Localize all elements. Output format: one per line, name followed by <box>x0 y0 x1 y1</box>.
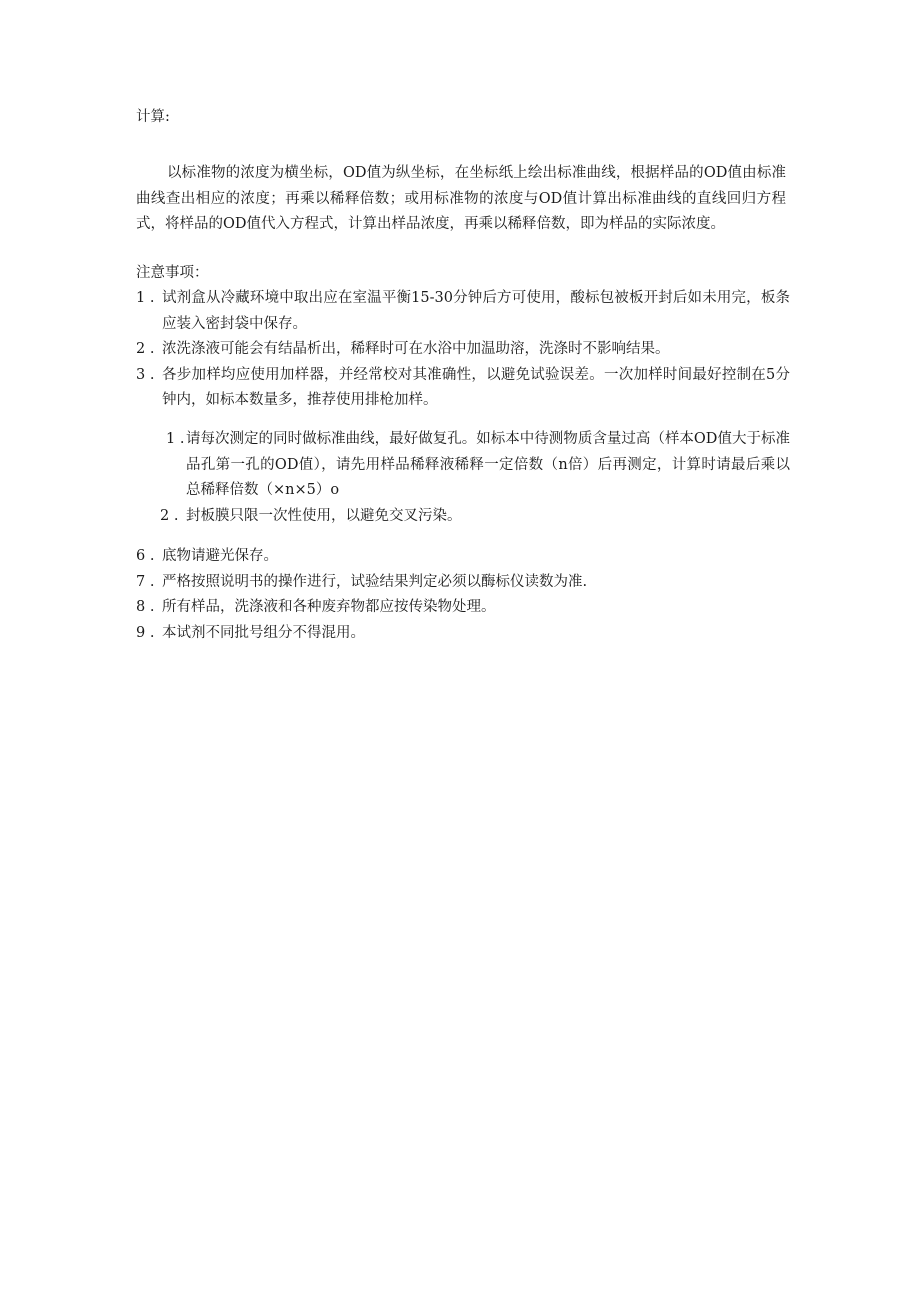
list-item-text: 试剂盒从冷藏环境中取出应在室温平衡15-30分钟后方可使用，酸标包被板开封后如未用完，板条应装入密封袋中保存。 <box>162 290 790 332</box>
list-item-number: 3 . <box>136 366 155 383</box>
list-item <box>136 595 790 621</box>
list-item-text: 所有样品，洗涤液和各种废弃物都应按传染物处理。 <box>162 599 496 615</box>
list-item-text: 底物请避光保存。 <box>162 548 278 564</box>
list-item <box>166 427 790 504</box>
notes-list-indented <box>160 427 790 529</box>
list-item-number: 2 . <box>160 507 179 524</box>
notes-list-continued <box>136 544 790 646</box>
list-item-number: 9 . <box>136 624 155 641</box>
list-item-number: 7 . <box>136 573 155 590</box>
notes-list-main <box>136 286 790 414</box>
calculation-paragraph: 以标准物的浓度为横坐标，OD值为纵坐标，在坐标纸上绘出标准曲线，根据样品的OD值由标准曲线查出相应的浓度；再乘以稀释倍数；或用标准物的浓度与OD值计算出标准曲线的直线回归方程式，将样品的OD值代入方程式，计算出样品浓度，再乘以稀释倍数，即为样品的实际浓度。 <box>136 165 786 232</box>
list-item <box>136 544 790 570</box>
section-heading-calculation: 计算: <box>136 109 170 125</box>
list-item <box>136 570 790 596</box>
list-item-text: 浓洗涤液可能会有结晶析出，稀释时可在水浴中加温助溶，洗涤时不影响结果。 <box>162 341 670 357</box>
list-item-text: 请每次测定的同时做标准曲线，最好做复孔。如标本中待测物质含量过高（样本OD值大于标准品孔第一孔的OD值），请先用样品稀释液稀释一定倍数（n倍）后再测定，计算时请最后乘以总稀释倍数（×n×5）o <box>186 431 790 498</box>
list-item <box>136 286 790 337</box>
list-item-text: 各步加样均应使用加样器，并经常校对其准确性，以避免试验误差。一次加样时间最好控制在5分钟内，如标本数量多，推荐使用排枪加样。 <box>162 366 790 408</box>
list-item-number: 1 . <box>136 290 155 306</box>
list-item-number: 2 . <box>136 341 155 357</box>
list-item <box>136 337 790 363</box>
notes-heading: 注意事项： <box>136 265 209 281</box>
list-item-text: 封板膜只限一次性使用，以避免交叉污染。 <box>186 507 462 524</box>
list-item-number: 6 . <box>136 548 155 564</box>
list-item <box>136 363 790 414</box>
list-item-number: 1 . <box>166 431 185 447</box>
list-item <box>136 621 790 647</box>
list-item-text: 本试剂不同批号组分不得混用。 <box>162 624 365 641</box>
list-item <box>160 504 790 530</box>
list-item-text: 严格按照说明书的操作进行，试验结果判定必须以酶标仪读数为准. <box>162 573 588 590</box>
list-item-number: 8 . <box>136 599 155 615</box>
